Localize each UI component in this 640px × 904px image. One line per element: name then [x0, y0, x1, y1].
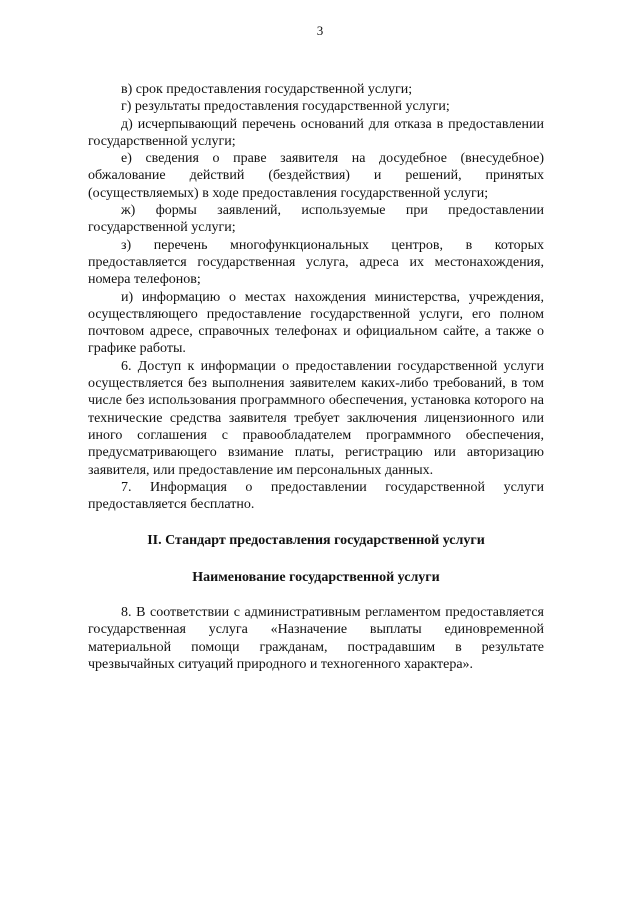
paragraph-clause-8: 8. В соответствии с административным регламентом предоставляется государственная услуга «Назначение выплаты единовременной материальной помощи гражданам, пострадавшим в результате чрезвычайных ситуаций природного и техногенного характера». — [88, 605, 544, 672]
section-heading: II. Стандарт предоставления государственной услуги — [147, 533, 485, 549]
paragraph-item-z: з) перечень многофункциональных центров, в которых предоставляется государственная услуга, адреса их местонахождения, номера телефонов; — [88, 237, 544, 288]
paragraph-item-zh: ж) формы заявлений, используемые при предоставлении государственной услуги; — [88, 203, 544, 236]
document-body — [88, 81, 544, 673]
paragraph-item-e: е) сведения о праве заявителя на досудебное (внесудебное) обжалование действий (бездействия) и решений, принятых (осуществляемых) в ходе предоставления государственной услуги; — [88, 151, 544, 201]
paragraph-item-v: в) срок предоставления государственной услуги; — [121, 82, 413, 97]
subsection-heading: Наименование государственной услуги — [192, 569, 440, 585]
paragraph-item-i: и) информацию о местах нахождения министерства, учреждения, осуществляющего предоставление государственной услуги, его полном почтовом адресе, справочных телефонах и официальном сайте, а также о графике работы. — [88, 289, 544, 357]
paragraph-clause-6: 6. Доступ к информации о предоставлении государственной услуги осуществляется без выполнения заявителем каких-либо требований, в том числе без использования программного обеспечения, установка которого на технические средства заявителя требует заключения лицензионного или иного соглашения с правообладателем программного обеспечения, предусматривающего взимание платы, регистрацию или авторизацию заявителя, или предоставление им персональных данных. — [88, 358, 544, 478]
page-number: 3 — [316, 23, 324, 38]
paragraph-item-g: г) результаты предоставления государственной услуги; — [121, 99, 450, 115]
paragraph-clause-7: 7. Информация о предоставлении государственной услуги предоставляется бесплатно. — [88, 479, 544, 513]
paragraph-item-d: д) исчерпывающий перечень оснований для отказа в предоставлении государственной услуги; — [88, 116, 544, 149]
